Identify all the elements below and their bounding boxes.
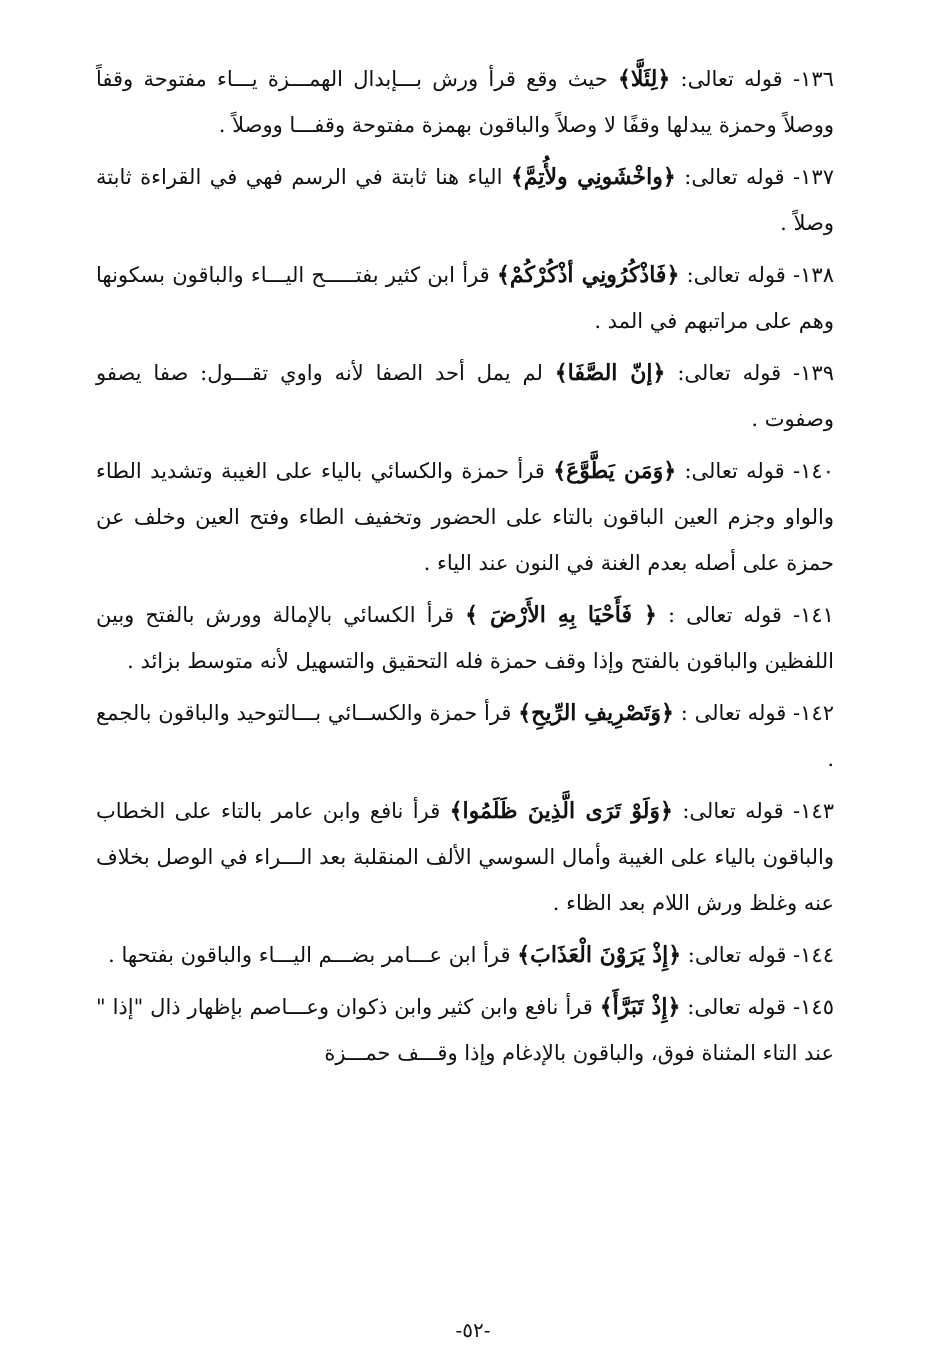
- entry-label: قوله تعالى :: [667, 603, 782, 627]
- entry-144: [96, 932, 834, 978]
- entry-138: [96, 252, 834, 344]
- entry-text: قرأ ابن عـــامر بضـــم اليـــاء والباقون بفتحها .: [108, 943, 511, 967]
- entry-139: [96, 350, 834, 442]
- quranic-verse: ﴿إِذْ يَرَوْنَ الْعَذَابَ﴾: [517, 942, 682, 968]
- entry-label: قوله تعالى:: [687, 943, 787, 967]
- page-body: [96, 56, 834, 1082]
- quranic-verse: ﴿إِذْ تَبَرَّأَ﴾: [599, 994, 681, 1020]
- entry-number: ١٤١-: [793, 603, 834, 627]
- entry-142: [96, 690, 834, 782]
- entry-text: قرأ ابن كثير بفتـــــح اليـــاء والباقون بسكونها وهم على مراتبهم في المد .: [96, 263, 834, 333]
- entry-text: حيث وقع قرأ ورش بـــإبدال الهمـــزة يـــاء مفتوحة وقفاً ووصلاً وحمزة يبدلها وقفًا لا وصلاً والباقون بهمزة مفتوحة وقفـــا ووصلاً .: [96, 67, 834, 137]
- page-number: -٥٢-: [455, 1318, 491, 1342]
- entry-label: قوله تعالى:: [680, 67, 783, 91]
- entry-145: [96, 984, 834, 1076]
- entry-label: قوله تعالى:: [682, 799, 784, 823]
- entry-number: ١٣٩-: [793, 361, 834, 385]
- quranic-verse: ﴿إنّ الصَّفَا﴾: [554, 360, 666, 386]
- quranic-verse: ﴿ فَأَحْيَا بِهِ الأَرْضَ ﴾: [465, 602, 657, 628]
- entry-141: [96, 592, 834, 684]
- quranic-verse: ﴿وَمَن يَطَّوَّعَ﴾: [553, 458, 677, 484]
- quranic-verse: ﴿فَاذْكُرُونِي أذْكُرْكُمْ﴾: [496, 262, 680, 288]
- quranic-verse: ﴿واخْشَونِي ولأُتِمَّ﴾: [510, 164, 676, 190]
- entry-number: ١٤٣-: [793, 799, 834, 823]
- entry-136: [96, 56, 834, 148]
- entry-label: قوله تعالى:: [677, 361, 782, 385]
- entry-number: ١٤٢-: [793, 701, 834, 725]
- entry-137: [96, 154, 834, 246]
- entry-140: [96, 448, 834, 586]
- entry-number: ١٤٠-: [793, 459, 834, 483]
- entry-143: [96, 788, 834, 926]
- entry-number: ١٣٦-: [793, 67, 834, 91]
- quranic-verse: ﴿وَتَصْرِيفِ الرِّيحِ﴾: [518, 700, 674, 726]
- entry-text: قرأ حمزة والكسائي بالياء على الغيبة وتشديد الطاء والواو وجزم العين الباقون بالتاء على الحضور وتخفيف الطاء وفتح العين وخلف عن حمزة على أصله بعدم الغنة في النون عند الياء .: [96, 459, 834, 575]
- entry-number: ١٤٥-: [793, 995, 834, 1019]
- entry-label: قوله تعالى:: [684, 459, 785, 483]
- quranic-verse: ﴿لِئَلَّا﴾: [618, 66, 671, 92]
- entry-number: ١٤٤-: [793, 943, 834, 967]
- entry-label: قوله تعالى:: [684, 165, 785, 189]
- entry-text: لم يمل أحد الصفا لأنه واوي تقـــول: صفا يصفو وصفوت .: [96, 361, 834, 431]
- entry-label: قوله تعالى:: [687, 995, 787, 1019]
- entry-text: الياء هنا ثابتة في الرسم فهي في القراءة ثابتة وصلاً .: [96, 165, 834, 235]
- entry-number: ١٣٧-: [793, 165, 834, 189]
- entry-label: قوله تعالى:: [686, 263, 786, 287]
- entry-text: قرأ الكسائي بالإمالة وورش بالفتح وبين اللفظين والباقون بالفتح وإذا وقف حمزة فله التحقيق والتسهيل لأنه متوسط بزائد .: [96, 603, 834, 673]
- entry-label: قوله تعالى :: [680, 701, 787, 725]
- entry-number: ١٣٨-: [793, 263, 834, 287]
- entry-text: قرأ حمزة والكســائي بـــالتوحيد والباقون بالجمع .: [96, 701, 834, 771]
- entry-text: قرأ نافع وابن كثير وابن ذكوان وعـــاصم بإظهار ذال "إذا " عند التاء المثناة فوق، والباقون بالإدغام وإذا وقـــف حمـــزة: [96, 995, 834, 1065]
- entry-text: قرأ نافع وابن عامر بالتاء على الخطاب والباقون بالياء على الغيبة وأمال السوسي الألف المنقلبة بعد الـــراء في الوصل بخلاف عنه وغلظ ورش اللام بعد الظاء .: [96, 799, 834, 915]
- quranic-verse: ﴿وَلَوْ تَرَى الَّذِينَ ظَلَمُوا﴾: [449, 798, 673, 824]
